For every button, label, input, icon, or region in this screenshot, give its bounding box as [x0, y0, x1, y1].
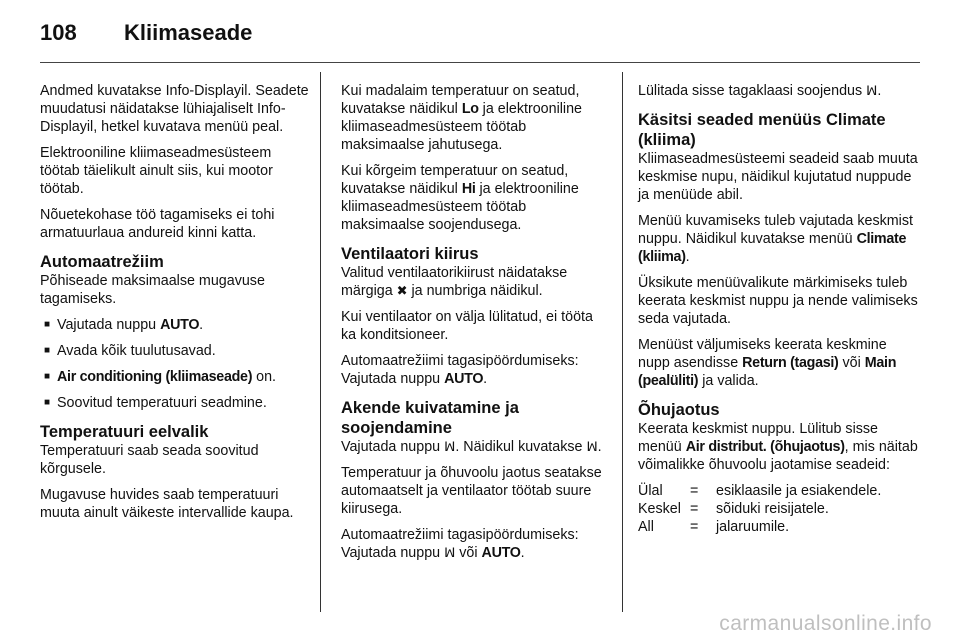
table-row: Ülal = esiklaasile ja esiakendele. — [638, 483, 882, 499]
paragraph: Üksikute menüüvalikute märkimiseks tuleb keerata keskmist nuppu ja nende valimiseks seda vajutada. — [638, 275, 918, 327]
section-heading-manual-settings: Käsitsi seaded menüüs Climate (kliima) — [638, 111, 886, 149]
section-heading-fan-speed: Ventilaatori kiirus — [341, 245, 479, 263]
list-item: ■ Soovitud temperatuuri seadmine. — [40, 394, 310, 412]
defrost-icon: ꟽ — [586, 439, 598, 454]
section-heading-window-defrost: Akende kuivatamine ja soojendamine — [341, 399, 519, 437]
column-divider — [320, 72, 321, 612]
paragraph: Kui madalaim temperatuur on seatud, kuvatakse näidikul Lo ja elektrooniline kliimaseadmesüsteem töötab maksimaalse jahutusega. — [341, 83, 583, 153]
defrost-icon: ꟽ — [444, 545, 456, 560]
paragraph: Menüü kuvamiseks tuleb vajutada keskmist nuppu. Näidikul kuvatakse menüü Climate (kliima). — [638, 213, 913, 265]
paragraph: Kliimaseadmesüsteemi seadeid saab muuta keskmise nupu, näidikul kujutatud nuppude ja menüüde abil. — [638, 151, 918, 203]
column-2 — [341, 82, 611, 570]
paragraph: Vajutada nuppu ꟽ. Näidikul kuvatakse ꟽ. — [341, 439, 602, 455]
list-item: ■ Air conditioning (kliimaseade) on. — [40, 368, 310, 386]
paragraph: Elektrooniline kliimaseadmesüsteem töötab täielikult ainult siis, kui mootor töötab. — [40, 145, 273, 197]
paragraph: Automaatrežiimi tagasipöördumiseks: Vajutada nuppu AUTO. — [341, 353, 579, 387]
paragraph: Kui kõrgeim temperatuur on seatud, kuvatakse näidikul Hi ja elektrooniline kliimaseadmesüsteem töötab maksimaalse soojendusega. — [341, 163, 579, 233]
column-1 — [40, 82, 310, 530]
paragraph: Valitud ventilaatorikiirust näidatakse märgiga ✖ ja numbriga näidikul. — [341, 265, 568, 299]
paragraph: Mugavuse huvides saab temperatuuri muuta ainult väikeste intervallide kaupa. — [40, 487, 294, 521]
paragraph: Automaatrežiimi tagasipöördumiseks: Vajutada nuppu ꟽ või AUTO. — [341, 527, 579, 561]
rear-window-heating-icon: ꟽ — [866, 83, 878, 98]
paragraph: Temperatuur ja õhuvoolu jaotus seatakse automaatselt ja ventilaator töötab suure kiirusega. — [341, 465, 602, 517]
defrost-icon: ꟽ — [444, 439, 456, 454]
paragraph: Põhiseade maksimaalse mugavuse tagamiseks. — [40, 273, 265, 307]
paragraph: Kui ventilaator on välja lülitatud, ei tööta ka konditsioneer. — [341, 309, 593, 343]
page-header — [40, 20, 252, 50]
section-heading-auto: Automaatrežiim — [40, 253, 164, 271]
section-heading-air-distribution: Õhujaotus — [638, 401, 720, 419]
paragraph: Temperatuuri saab seada soovitud kõrgusele. — [40, 443, 259, 477]
paragraph: Andmed kuvatakse Info-Displayil. Seadete muudatusi näidatakse lühiajaliselt Info-Displayil, hetkel kuvatava menüü peal. — [40, 83, 309, 135]
header-rule — [40, 62, 920, 63]
list-item: ■ Vajutada nuppu AUTO. — [40, 316, 310, 334]
section-heading-temperature: Temperatuuri eelvalik — [40, 423, 209, 441]
column-3 — [638, 82, 918, 536]
bullet-list — [40, 316, 310, 412]
fan-icon: ✖ — [396, 283, 408, 298]
list-item: ■ Avada kõik tuulutusavad. — [40, 342, 310, 360]
page-number: 108 — [40, 20, 77, 45]
air-distribution-table — [638, 482, 918, 536]
paragraph: Menüüst väljumiseks keerata keskmine nupp asendisse Return (tagasi) või Main (pealüliti) ja valida. — [638, 337, 897, 389]
paragraph: Lülitada sisse tagaklaasi soojendus ꟽ. — [638, 83, 882, 99]
table-row: Keskel = sõiduki reisijatele. — [638, 501, 829, 517]
column-divider — [622, 72, 623, 612]
paragraph: Nõuetekohase töö tagamiseks ei tohi armatuurlaua andureid kinni katta. — [40, 207, 275, 241]
table-row: All = jalaruumile. — [638, 519, 790, 535]
page-title: Kliimaseade — [124, 20, 253, 45]
watermark: carmanualsonline.info — [719, 612, 932, 635]
paragraph: Keerata keskmist nuppu. Lülitub sisse menüü Air distribut. (õhujaotus), mis näitab võimalikke õhuvoolu jaotamise seadeid: — [638, 421, 918, 473]
